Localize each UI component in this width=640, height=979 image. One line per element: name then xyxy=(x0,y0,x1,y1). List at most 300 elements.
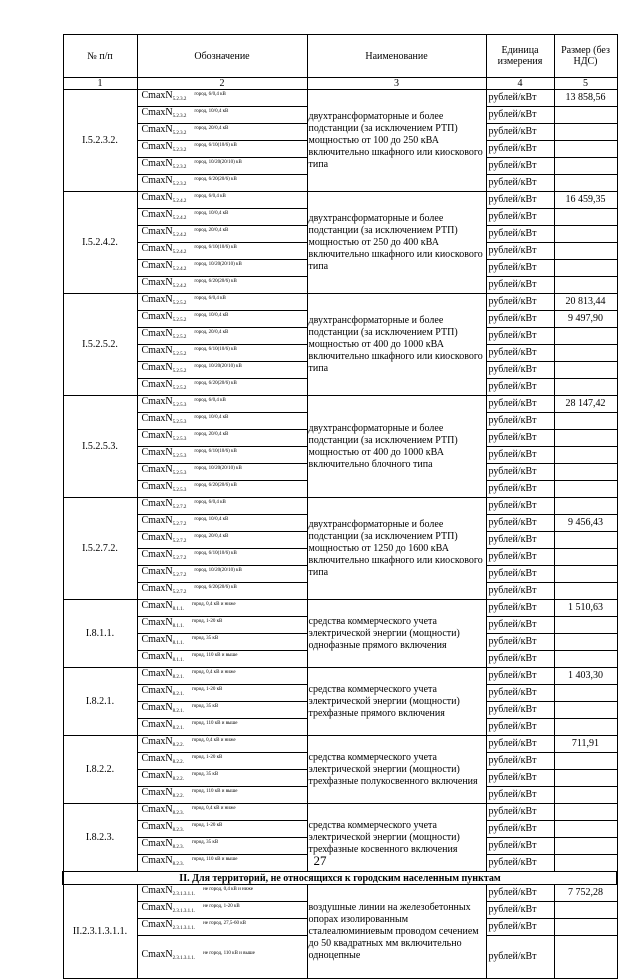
item-description: двухтрансформаторные и более подстанции (за исключением РТП) мощностью от 250 до 400 кВА включительно шкафного или киоскового типа xyxy=(307,192,486,294)
designation-cell xyxy=(137,345,307,362)
designation-symbol: CmaxN xyxy=(141,855,173,866)
designation-symbol: CmaxN xyxy=(141,158,173,169)
designation-subscript: 5.2.5.2 xyxy=(172,386,187,391)
designation-subscript: 5.2.4.2 xyxy=(172,216,187,221)
designation-symbol: CmaxN xyxy=(141,277,173,288)
designation-symbol: CmaxN xyxy=(141,396,173,407)
designation-subscript: 5.2.5.3 xyxy=(172,437,187,442)
item-number: I.8.2.1. xyxy=(63,668,137,736)
designation-symbol: CmaxN xyxy=(141,345,173,356)
designation-subscript: 5.2.3.2 xyxy=(172,182,187,187)
designation-note: город, 110 кВ и выше xyxy=(191,857,238,862)
designation-note: город, 1-20 кВ xyxy=(191,687,223,692)
header-size: Размер (без НДС) xyxy=(554,35,617,78)
unit-cell: рублей/кВт xyxy=(486,600,554,617)
designation-symbol: CmaxN xyxy=(141,430,173,441)
item-number: I.5.2.5.2. xyxy=(63,294,137,396)
header-name: Наименование xyxy=(307,35,486,78)
item-description: двухтрансформаторные и более подстанции (за исключением РТП) мощностью от 1250 до 1600 кВА включительно шкафного или киоскового типа xyxy=(307,498,486,600)
designation-cell xyxy=(137,396,307,413)
designation-subscript: 8.1.1. xyxy=(172,624,184,629)
unit-cell: рублей/кВт xyxy=(486,804,554,821)
designation-cell xyxy=(137,617,307,634)
designation-subscript: 5.2.4.2 xyxy=(172,233,187,238)
table-row xyxy=(63,396,617,413)
designation-subscript: 2.3.1.3.1.1. xyxy=(172,926,196,931)
designation-symbol: CmaxN xyxy=(141,243,173,254)
unit-cell: рублей/кВт xyxy=(486,260,554,277)
designation-cell xyxy=(137,328,307,345)
designation-cell xyxy=(137,294,307,311)
designation-subscript: 5.2.7.2 xyxy=(172,522,187,527)
designation-cell xyxy=(137,192,307,209)
value-cell xyxy=(554,566,617,583)
designation-note: город, 10/0,4 кВ xyxy=(194,415,229,420)
designation-subscript: 5.2.7.2 xyxy=(172,505,187,510)
unit-cell: рублей/кВт xyxy=(486,838,554,855)
designation-cell xyxy=(137,141,307,158)
designation-cell xyxy=(137,447,307,464)
designation-symbol: CmaxN xyxy=(141,498,173,509)
designation-note: город, 1-20 кВ xyxy=(191,755,223,760)
item-description: воздушные линии на железобетонных опорах изолированным сталеалюминиевым проводом сечением до 50 квадратных мм включительно одноцепные xyxy=(307,885,486,979)
value-cell xyxy=(554,464,617,481)
designation-symbol: CmaxN xyxy=(141,532,173,543)
designation-subscript: 5.2.7.2 xyxy=(172,590,187,595)
designation-note: город, 6/20(20/6) кВ xyxy=(194,177,237,182)
value-cell xyxy=(554,634,617,651)
designation-note: город, 6/20(20/6) кВ xyxy=(194,483,237,488)
designation-subscript: 5.2.3.2 xyxy=(172,148,187,153)
column-number-row xyxy=(63,78,617,90)
designation-note: город, 20/0,4 кВ xyxy=(194,432,229,437)
designation-symbol: CmaxN xyxy=(141,770,173,781)
column-number: 4 xyxy=(486,78,554,90)
designation-note: город, 110 кВ и выше xyxy=(191,653,238,658)
designation-subscript: 5.2.3.2 xyxy=(172,131,187,136)
designation-symbol: CmaxN xyxy=(141,328,173,339)
designation-cell xyxy=(137,175,307,192)
unit-cell: рублей/кВт xyxy=(486,175,554,192)
designation-subscript: 5.2.4.2 xyxy=(172,250,187,255)
value-cell xyxy=(554,362,617,379)
designation-symbol: CmaxN xyxy=(141,311,173,322)
designation-note: город, 6/20(20/6) кВ xyxy=(194,279,237,284)
designation-symbol: CmaxN xyxy=(141,566,173,577)
designation-subscript: 5.2.5.3 xyxy=(172,488,187,493)
designation-cell xyxy=(137,770,307,787)
header-row xyxy=(63,35,617,78)
designation-note: город, 20/0,4 кВ xyxy=(194,126,229,131)
designation-subscript: 8.2.1. xyxy=(172,709,184,714)
designation-symbol: CmaxN xyxy=(141,447,173,458)
designation-note: город, 6/0,4 кВ xyxy=(194,194,226,199)
designation-symbol: CmaxN xyxy=(141,902,173,913)
unit-cell: рублей/кВт xyxy=(486,328,554,345)
designation-cell xyxy=(137,583,307,600)
item-number: I.8.1.1. xyxy=(63,600,137,668)
designation-subscript: 8.2.2. xyxy=(172,760,184,765)
designation-symbol: CmaxN xyxy=(141,413,173,424)
header-unit: Единица измерения xyxy=(486,35,554,78)
designation-note: не город, 110 кВ и выше xyxy=(203,951,255,956)
designation-note: город, 110 кВ и выше xyxy=(191,789,238,794)
designation-symbol: CmaxN xyxy=(141,379,173,390)
designation-subscript: 8.2.2. xyxy=(172,743,184,748)
table-row xyxy=(63,804,617,821)
value-cell xyxy=(554,413,617,430)
designation-cell xyxy=(137,362,307,379)
designation-note: город, 6/10(10/6) кВ xyxy=(194,551,237,556)
value-cell xyxy=(554,804,617,821)
designation-note: город, 35 кВ xyxy=(191,840,219,845)
value-cell xyxy=(554,209,617,226)
column-number: 1 xyxy=(63,78,137,90)
value-cell: 1 403,30 xyxy=(554,668,617,685)
value-cell xyxy=(554,447,617,464)
designation-symbol: CmaxN xyxy=(141,651,173,662)
item-description: средства коммерческого учета электрической энергии (мощности) однофазные прямого включения xyxy=(307,600,486,668)
unit-cell: рублей/кВт xyxy=(486,855,554,872)
designation-symbol: CmaxN xyxy=(141,515,173,526)
header-number: № п/п xyxy=(63,35,137,78)
table-row xyxy=(63,885,617,902)
designation-subscript: 5.2.7.2 xyxy=(172,539,187,544)
value-cell xyxy=(554,345,617,362)
designation-symbol: CmaxN xyxy=(141,192,173,203)
unit-cell: рублей/кВт xyxy=(486,617,554,634)
designation-subscript: 8.1.1. xyxy=(172,658,184,663)
designation-cell xyxy=(137,464,307,481)
value-cell: 9 456,43 xyxy=(554,515,617,532)
value-cell: 711,91 xyxy=(554,736,617,753)
unit-cell: рублей/кВт xyxy=(486,719,554,736)
unit-cell: рублей/кВт xyxy=(486,532,554,549)
value-cell xyxy=(554,770,617,787)
tariff-table xyxy=(62,34,618,979)
designation-note: не город, 27,5-60 кВ xyxy=(203,921,247,926)
unit-cell: рублей/кВт xyxy=(486,464,554,481)
designation-symbol: CmaxN xyxy=(141,787,173,798)
item-description: двухтрансформаторные и более подстанции (за исключением РТП) мощностью от 400 до 1000 кВА включительно блочного типа xyxy=(307,396,486,498)
designation-subscript: 5.2.4.2 xyxy=(172,199,187,204)
item-description: средства коммерческого учета электрической энергии (мощности) трехфазные полукосвенного включения xyxy=(307,736,486,804)
value-cell xyxy=(554,226,617,243)
unit-cell: рублей/кВт xyxy=(486,107,554,124)
item-number: I.8.2.3. xyxy=(63,804,137,872)
value-cell xyxy=(554,936,617,979)
designation-symbol: CmaxN xyxy=(141,107,173,118)
designation-note: город, 6/0,4 кВ xyxy=(194,500,226,505)
designation-cell xyxy=(137,919,307,936)
designation-cell xyxy=(137,885,307,902)
designation-symbol: CmaxN xyxy=(141,821,173,832)
designation-subscript: 2.3.1.3.1.1. xyxy=(172,892,196,897)
unit-cell: рублей/кВт xyxy=(486,362,554,379)
unit-cell: рублей/кВт xyxy=(486,549,554,566)
unit-cell: рублей/кВт xyxy=(486,90,554,107)
designation-symbol: CmaxN xyxy=(141,919,173,930)
designation-cell xyxy=(137,634,307,651)
designation-cell xyxy=(137,685,307,702)
item-number: I.5.2.3.2. xyxy=(63,90,137,192)
unit-cell: рублей/кВт xyxy=(486,902,554,919)
value-cell xyxy=(554,532,617,549)
page-number: 27 xyxy=(313,853,327,868)
designation-subscript: 8.2.3. xyxy=(172,862,184,867)
value-cell xyxy=(554,481,617,498)
table-row xyxy=(63,294,617,311)
designation-note: город, 6/20(20/6) кВ xyxy=(194,381,237,386)
designation-note: город, 35 кВ xyxy=(191,636,219,641)
designation-cell xyxy=(137,124,307,141)
designation-symbol: CmaxN xyxy=(141,685,173,696)
value-cell xyxy=(554,753,617,770)
item-number: I.8.2.2. xyxy=(63,736,137,804)
designation-note: город, 6/0,4 кВ xyxy=(194,92,226,97)
designation-symbol: CmaxN xyxy=(141,294,173,305)
designation-cell xyxy=(137,209,307,226)
designation-symbol: CmaxN xyxy=(141,481,173,492)
designation-cell xyxy=(137,379,307,396)
tariff-document xyxy=(62,34,616,979)
value-cell xyxy=(554,379,617,396)
designation-note: город, 10/20(20/10) кВ xyxy=(194,364,242,369)
designation-symbol: CmaxN xyxy=(141,668,173,679)
designation-note: не город, 0,4 кВ и ниже xyxy=(203,887,253,892)
value-cell xyxy=(554,617,617,634)
designation-subscript: 5.2.5.2 xyxy=(172,352,187,357)
designation-subscript: 5.2.5.3 xyxy=(172,454,187,459)
designation-subscript: 8.1.1. xyxy=(172,607,184,612)
unit-cell: рублей/кВт xyxy=(486,345,554,362)
table-row xyxy=(63,736,617,753)
designation-cell xyxy=(137,736,307,753)
unit-cell: рублей/кВт xyxy=(486,379,554,396)
designation-note: город, 10/20(20/10) кВ xyxy=(194,160,242,165)
designation-cell xyxy=(137,651,307,668)
table-row xyxy=(63,600,617,617)
designation-subscript: 8.2.2. xyxy=(172,794,184,799)
designation-subscript: 5.2.3.2 xyxy=(172,114,187,119)
designation-subscript: 5.2.7.2 xyxy=(172,556,187,561)
value-cell xyxy=(554,838,617,855)
designation-subscript: 5.2.5.2 xyxy=(172,369,187,374)
designation-cell xyxy=(137,260,307,277)
value-cell: 28 147,42 xyxy=(554,396,617,413)
section-title: II. Для территорий, не относящихся к городским населенным пунктам xyxy=(63,872,617,885)
unit-cell: рублей/кВт xyxy=(486,226,554,243)
item-description: средства коммерческого учета электрической энергии (мощности) трехфазные косвенного включения xyxy=(307,804,486,872)
designation-note: город, 1-20 кВ xyxy=(191,619,223,624)
designation-note: город, 10/0,4 кВ xyxy=(194,517,229,522)
designation-note: город, 35 кВ xyxy=(191,772,219,777)
designation-subscript: 5.2.5.3 xyxy=(172,403,187,408)
designation-note: город, 10/0,4 кВ xyxy=(194,211,229,216)
designation-note: город, 10/20(20/10) кВ xyxy=(194,568,242,573)
designation-note: город, 0,4 кВ и ниже xyxy=(191,806,236,811)
designation-cell xyxy=(137,498,307,515)
designation-subscript: 5.2.5.2 xyxy=(172,335,187,340)
designation-note: город, 1-20 кВ xyxy=(191,823,223,828)
designation-cell xyxy=(137,549,307,566)
unit-cell: рублей/кВт xyxy=(486,885,554,902)
unit-cell: рублей/кВт xyxy=(486,936,554,979)
designation-symbol: CmaxN xyxy=(141,175,173,186)
column-number: 2 xyxy=(137,78,307,90)
designation-cell xyxy=(137,753,307,770)
unit-cell: рублей/кВт xyxy=(486,702,554,719)
unit-cell: рублей/кВт xyxy=(486,396,554,413)
designation-cell xyxy=(137,226,307,243)
designation-subscript: 8.2.3. xyxy=(172,845,184,850)
value-cell xyxy=(554,583,617,600)
unit-cell: рублей/кВт xyxy=(486,413,554,430)
designation-cell xyxy=(137,936,307,979)
designation-subscript: 2.3.1.3.1.1. xyxy=(172,956,196,961)
table-row xyxy=(63,90,617,107)
designation-cell xyxy=(137,600,307,617)
item-description: двухтрансформаторные и более подстанции (за исключением РТП) мощностью от 100 до 250 кВА включительно шкафного или киоскового типа xyxy=(307,90,486,192)
designation-subscript: 8.2.1. xyxy=(172,692,184,697)
table-row xyxy=(63,668,617,685)
designation-cell xyxy=(137,481,307,498)
designation-subscript: 5.2.7.2 xyxy=(172,573,187,578)
designation-note: город, 20/0,4 кВ xyxy=(194,228,229,233)
unit-cell: рублей/кВт xyxy=(486,919,554,936)
designation-cell xyxy=(137,107,307,124)
unit-cell: рублей/кВт xyxy=(486,141,554,158)
unit-cell: рублей/кВт xyxy=(486,583,554,600)
designation-note: город, 6/10(10/6) кВ xyxy=(194,449,237,454)
value-cell: 9 497,90 xyxy=(554,311,617,328)
item-number: I.5.2.4.2. xyxy=(63,192,137,294)
value-cell xyxy=(554,651,617,668)
designation-symbol: CmaxN xyxy=(141,464,173,475)
designation-symbol: CmaxN xyxy=(141,583,173,594)
designation-symbol: CmaxN xyxy=(141,549,173,560)
designation-note: город, 0,4 кВ и ниже xyxy=(191,738,236,743)
designation-subscript: 5.2.5.2 xyxy=(172,301,187,306)
designation-symbol: CmaxN xyxy=(141,634,173,645)
value-cell: 1 510,63 xyxy=(554,600,617,617)
designation-note: город, 6/10(10/6) кВ xyxy=(194,245,237,250)
designation-note: город, 10/0,4 кВ xyxy=(194,313,229,318)
value-cell: 13 858,56 xyxy=(554,90,617,107)
item-description: средства коммерческого учета электрической энергии (мощности) трехфазные прямого включения xyxy=(307,668,486,736)
unit-cell: рублей/кВт xyxy=(486,787,554,804)
designation-cell xyxy=(137,668,307,685)
designation-note: город, 20/0,4 кВ xyxy=(194,330,229,335)
designation-symbol: CmaxN xyxy=(141,226,173,237)
designation-symbol: CmaxN xyxy=(141,260,173,271)
value-cell xyxy=(554,685,617,702)
designation-subscript: 5.2.5.2 xyxy=(172,318,187,323)
unit-cell: рублей/кВт xyxy=(486,447,554,464)
designation-cell xyxy=(137,719,307,736)
unit-cell: рублей/кВт xyxy=(486,566,554,583)
unit-cell: рублей/кВт xyxy=(486,770,554,787)
designation-note: город, 6/10(10/6) кВ xyxy=(194,347,237,352)
value-cell xyxy=(554,107,617,124)
value-cell xyxy=(554,141,617,158)
designation-symbol: CmaxN xyxy=(141,949,173,960)
designation-cell xyxy=(137,787,307,804)
header-designation: Обозначение xyxy=(137,35,307,78)
designation-symbol: CmaxN xyxy=(141,362,173,373)
value-cell: 16 459,35 xyxy=(554,192,617,209)
item-number: I.5.2.7.2. xyxy=(63,498,137,600)
value-cell xyxy=(554,902,617,919)
item-description: двухтрансформаторные и более подстанции (за исключением РТП) мощностью от 400 до 1000 кВА включительно шкафного или киоскового типа xyxy=(307,294,486,396)
value-cell: 7 752,28 xyxy=(554,885,617,902)
unit-cell: рублей/кВт xyxy=(486,668,554,685)
designation-cell xyxy=(137,532,307,549)
designation-subscript: 8.2.1. xyxy=(172,726,184,731)
designation-symbol: CmaxN xyxy=(141,617,173,628)
unit-cell: рублей/кВт xyxy=(486,634,554,651)
value-cell xyxy=(554,175,617,192)
designation-subscript: 5.2.5.3 xyxy=(172,420,187,425)
table-body xyxy=(63,90,617,979)
item-number: II.2.3.1.3.1.1. xyxy=(63,885,137,979)
designation-cell xyxy=(137,702,307,719)
unit-cell: рублей/кВт xyxy=(486,481,554,498)
designation-note: город, 0,4 кВ и ниже xyxy=(191,602,236,607)
designation-cell xyxy=(137,277,307,294)
designation-cell xyxy=(137,158,307,175)
designation-subscript: 5.2.5.3 xyxy=(172,471,187,476)
value-cell xyxy=(554,498,617,515)
value-cell xyxy=(554,243,617,260)
designation-note: город, 10/0,4 кВ xyxy=(194,109,229,114)
designation-cell xyxy=(137,566,307,583)
unit-cell: рублей/кВт xyxy=(486,243,554,260)
designation-symbol: CmaxN xyxy=(141,600,173,611)
designation-symbol: CmaxN xyxy=(141,885,173,896)
designation-note: город, 6/20(20/6) кВ xyxy=(194,585,237,590)
unit-cell: рублей/кВт xyxy=(486,515,554,532)
designation-cell xyxy=(137,311,307,328)
designation-subscript: 5.2.4.2 xyxy=(172,267,187,272)
value-cell xyxy=(554,821,617,838)
value-cell xyxy=(554,719,617,736)
designation-symbol: CmaxN xyxy=(141,124,173,135)
designation-subscript: 8.2.1. xyxy=(172,675,184,680)
section-row xyxy=(63,872,617,885)
designation-symbol: CmaxN xyxy=(141,141,173,152)
column-number: 5 xyxy=(554,78,617,90)
designation-note: город, 0,4 кВ и ниже xyxy=(191,670,236,675)
designation-note: город, 6/0,4 кВ xyxy=(194,398,226,403)
designation-note: не город, 1-20 кВ xyxy=(203,904,240,909)
designation-note: город, 6/0,4 кВ xyxy=(194,296,226,301)
designation-symbol: CmaxN xyxy=(141,702,173,713)
designation-note: город, 10/20(20/10) кВ xyxy=(194,466,242,471)
value-cell xyxy=(554,260,617,277)
designation-subscript: 2.3.1.3.1.1. xyxy=(172,909,196,914)
value-cell xyxy=(554,277,617,294)
designation-symbol: CmaxN xyxy=(141,804,173,815)
designation-note: город, 20/0,4 кВ xyxy=(194,534,229,539)
unit-cell: рублей/кВт xyxy=(486,736,554,753)
designation-subscript: 5.2.3.2 xyxy=(172,165,187,170)
unit-cell: рублей/кВт xyxy=(486,821,554,838)
table-row xyxy=(63,192,617,209)
table-row xyxy=(63,498,617,515)
unit-cell: рублей/кВт xyxy=(486,430,554,447)
value-cell xyxy=(554,328,617,345)
